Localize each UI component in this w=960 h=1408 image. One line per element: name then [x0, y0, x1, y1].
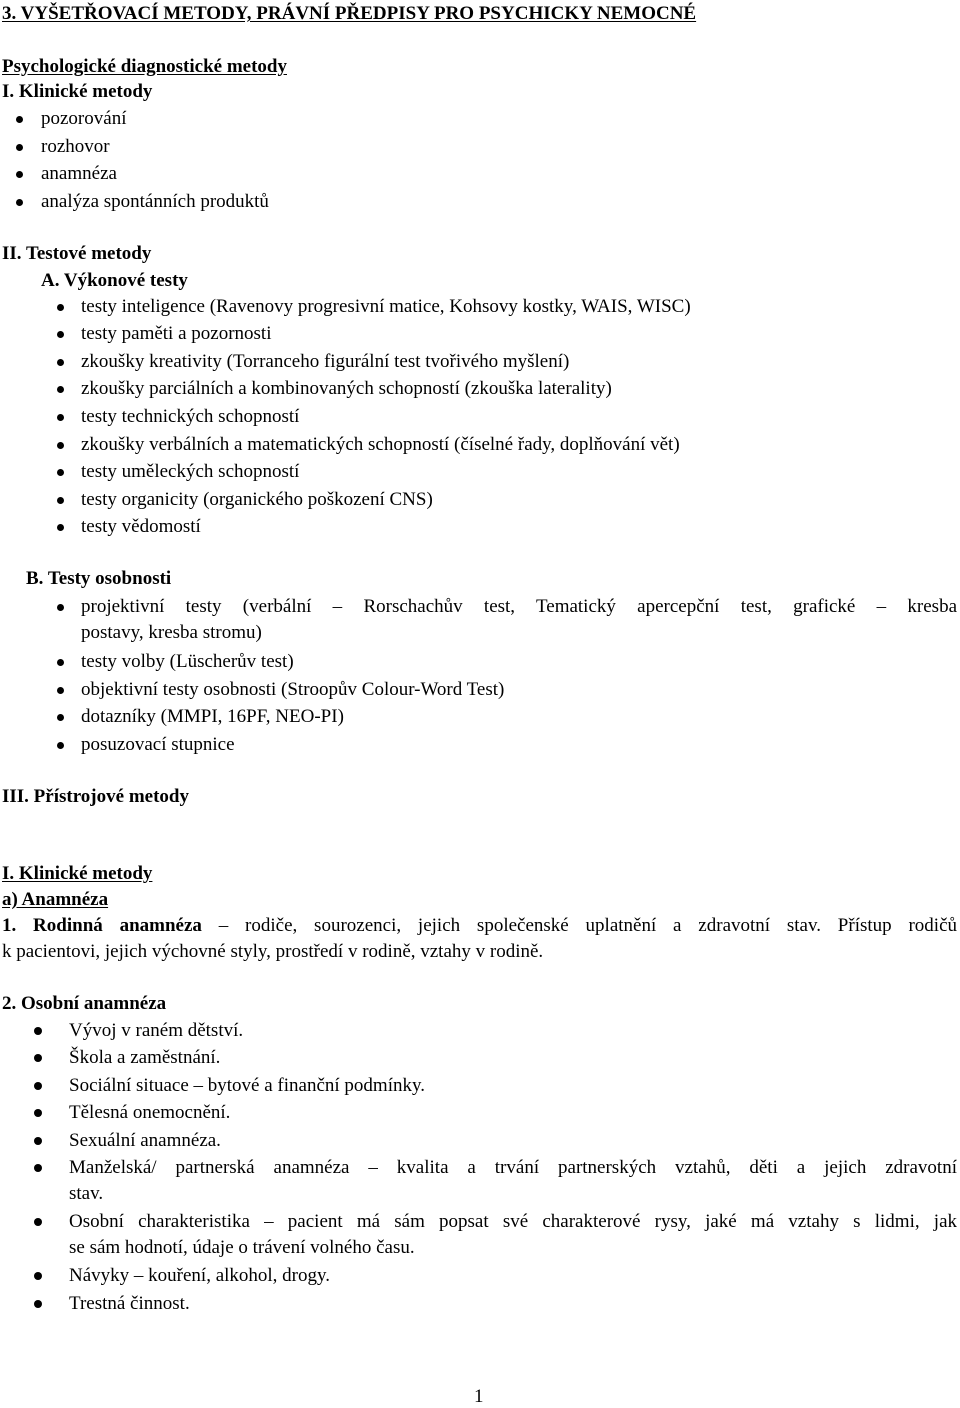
- group-title: A. Výkonové testy: [41, 270, 188, 291]
- list-item: anamnéza: [41, 163, 117, 184]
- list-item: dotazníky (MMPI, 16PF, NEO-PI): [81, 706, 344, 727]
- list-item: zkoušky kreativity (Torranceho figurální test tvořivého myšlení): [81, 351, 570, 372]
- list-item: testy vědomostí: [81, 516, 201, 537]
- list-item: pozorování: [41, 108, 127, 129]
- bullet-icon: [34, 1164, 42, 1172]
- paragraph-label: 1. Rodinná anamnéza: [2, 915, 202, 936]
- bullet-icon: [57, 742, 64, 749]
- list-item-line: Manželská/ partnerská anamnéza – kvalita a trvání partnerských vztahů, děti a jejich zdravotní: [69, 1157, 957, 1178]
- bullet-icon: [34, 1272, 42, 1280]
- list-item: posuzovací stupnice: [81, 734, 235, 755]
- list-item: testy technických schopností: [81, 406, 300, 427]
- list-item: Návyky – kouření, alkohol, drogy.: [69, 1265, 331, 1286]
- bullet-icon: [34, 1027, 42, 1035]
- bullet-icon: [57, 714, 64, 721]
- list-item: Škola a zaměstnání.: [69, 1047, 221, 1068]
- bullet-icon: [16, 199, 23, 206]
- page-number: 1: [474, 1386, 484, 1407]
- section-title: Psychologické diagnostické metody: [2, 56, 287, 77]
- list-item: testy paměti a pozornosti: [81, 323, 272, 344]
- section-title: I. Klinické metody: [2, 863, 153, 884]
- list-item: testy uměleckých schopností: [81, 461, 300, 482]
- bullet-icon: [57, 442, 64, 449]
- bullet-icon: [16, 144, 23, 151]
- group-title: B. Testy osobnosti: [26, 568, 172, 589]
- bullet-icon: [16, 116, 23, 123]
- list-item: testy inteligence (Ravenovy progresivní matice, Kohsovy kostky, WAIS, WISC): [81, 296, 691, 317]
- paragraph-text: – rodiče, sourozenci, jejich společenské uplatnění a zdravotní stav. Přístup rodičů: [201, 915, 957, 936]
- list-item-line: projektivní testy (verbální – Rorschachův test, Tematický apercepční test, grafické – kresba: [81, 596, 957, 617]
- subsection-title: II. Testové metody: [2, 243, 152, 264]
- bullet-icon: [34, 1300, 42, 1308]
- list-item: Tělesná onemocnění.: [69, 1102, 231, 1123]
- list-item: testy organicity (organického poškození CNS): [81, 489, 433, 510]
- bullet-icon: [57, 386, 64, 393]
- bullet-icon: [34, 1218, 42, 1226]
- list-item-line: stav.: [69, 1183, 104, 1204]
- bullet-icon: [57, 304, 64, 311]
- list-item: testy volby (Lüscherův test): [81, 651, 294, 672]
- list-item: zkoušky parciálních a kombinovaných schopností (zkouška laterality): [81, 378, 612, 399]
- subsection-title: a) Anamnéza: [2, 889, 109, 910]
- bullet-icon: [34, 1137, 42, 1145]
- list-item: zkoušky verbálních a matematických schopností (číselné řady, doplňování vět): [81, 434, 680, 455]
- bullet-icon: [57, 359, 64, 366]
- bullet-icon: [57, 497, 64, 504]
- bullet-icon: [57, 469, 64, 476]
- list-item: Sociální situace – bytové a finanční podmínky.: [69, 1075, 425, 1096]
- bullet-icon: [57, 524, 64, 531]
- bullet-icon: [57, 687, 64, 694]
- bullet-icon: [34, 1054, 42, 1062]
- list-item: analýza spontánních produktů: [41, 191, 269, 212]
- list-item-line: Osobní charakteristika – pacient má sám popsat své charakterové rysy, jaké má vztahy s lidmi, jak: [69, 1211, 957, 1232]
- bullet-icon: [34, 1109, 42, 1117]
- paragraph-line: k pacientovi, jejich výchovné styly, prostředí v rodině, vztahy v rodině.: [2, 941, 544, 962]
- list-item: Vývoj v raném dětství.: [69, 1020, 244, 1041]
- bullet-icon: [16, 171, 23, 178]
- paragraph-line: [2, 915, 957, 937]
- bullet-icon: [57, 414, 64, 421]
- main-heading: 3. VYŠETŘOVACÍ METODY, PRÁVNÍ PŘEDPISY PRO PSYCHICKY NEMOCNÉ: [2, 3, 697, 24]
- bullet-icon: [57, 604, 64, 611]
- list-item: objektivní testy osobnosti (Stroopův Colour-Word Test): [81, 679, 505, 700]
- list-item-line: postavy, kresba stromu): [81, 622, 262, 643]
- bullet-icon: [34, 1082, 42, 1090]
- list-item: rozhovor: [41, 136, 110, 157]
- subsection-title: 2. Osobní anamnéza: [2, 993, 167, 1014]
- subsection-title: III. Přístrojové metody: [2, 786, 189, 807]
- bullet-icon: [57, 331, 64, 338]
- list-item: Sexuální anamnéza.: [69, 1130, 221, 1151]
- subsection-title: I. Klinické metody: [2, 81, 153, 102]
- list-item: Trestná činnost.: [69, 1293, 190, 1314]
- bullet-icon: [57, 659, 64, 666]
- list-item-line: se sám hodnotí, údaje o trávení volného času.: [69, 1237, 415, 1258]
